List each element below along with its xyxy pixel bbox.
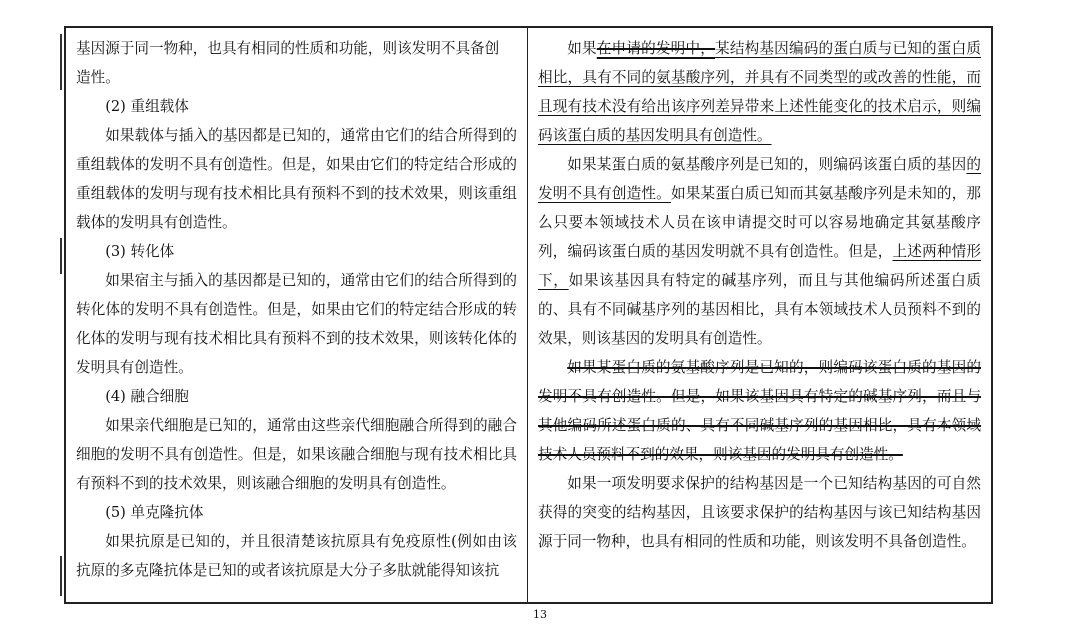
paragraph-transformant: 如果宿主与插入的基因都是已知的，通常由它们的结合所得到的转化体的发明不具有创造性。但是，如果由它们的特定结合形成的转化体的发明与现有技术相比具有预料不到的技术效果，则该转化体的发明具有创造性。 xyxy=(76,272,517,376)
plain-text: 如果 xyxy=(567,40,597,57)
right-column xyxy=(528,28,991,602)
paragraph-known-protein-gene xyxy=(538,150,981,353)
section-heading-monoclonal-antibody: (5) 单克隆抗体 xyxy=(105,504,204,521)
inserted-text: 的发明不具有创造性。 xyxy=(538,156,981,202)
inserted-text: 某结构基因编码的蛋白质与已知的蛋白质相比，具有不同的氨基酸序列，并具有不同类型的或改善的性能，而且现有技术没有给出该序列差异带来上述性能变化的技术启示，则编码该蛋白质的基因发明具有创造性。 xyxy=(538,40,981,144)
continued-line: 基因源于同一物种，也具有相同的性质和功能，则该发明不具备创 xyxy=(76,40,500,57)
paragraph-deleted xyxy=(538,353,981,469)
plain-text: 如果该基因具有特定的碱基序列，而且与其他编码所述蛋白质的、具有不同碱基序列的基因相比，具有本领域技术人员预料不到的效果，则该基因的发明具有创造性。 xyxy=(538,272,981,347)
paragraph-monoclonal-antibody: 如果抗原是已知的，并且很清楚该抗原具有免疫原性(例如由该抗原的多克隆抗体是已知的或者该抗原是大分子多肽就能得知该抗 xyxy=(76,533,517,579)
revision-bar xyxy=(60,556,62,596)
inserted-text: 上述两种情形下， xyxy=(538,243,981,289)
section-heading-transformant: (3) 转化体 xyxy=(105,243,175,260)
paragraph-recombinant-vector: 如果载体与插入的基因都是已知的，通常由它们的结合所得到的重组载体的发明不具有创造性。但是，如果由它们的特定结合形成的重组载体的发明与现有技术相比具有预料不到的技术效果，则该重组载体的发明具有创造性。 xyxy=(76,127,517,231)
section-heading-recombinant-vector: (2) 重组载体 xyxy=(105,98,189,115)
revision-bar xyxy=(60,34,62,90)
paragraph-fusion-cell: 如果亲代细胞是已知的，通常由这些亲代细胞融合所得到的融合细胞的发明不具有创造性。但是，如果该融合细胞与现有技术相比具有预料不到的技术效果，则该融合细胞的发明具有创造性。 xyxy=(76,417,517,492)
deleted-text: 在申请的发明中， xyxy=(596,40,716,57)
paragraph-structural-gene-amended xyxy=(538,34,981,150)
paragraph-mutant-structural-gene: 如果一项发明要求保护的结构基因是一个已知结构基因的可自然获得的突变的结构基因，且该要求保护的结构基因与该已知结构基因源于同一物种，也具有相同的性质和功能，则该发明不具备创造性。 xyxy=(538,475,981,550)
page-number: 13 xyxy=(533,608,547,621)
plain-text: 如果某蛋白质已知而其氨基酸序列是未知的，那么只要本领域技术人员在该申请提交时可以容易地确定其氨基酸序列，编码该蛋白质的基因发明就不具有创造性。但是， xyxy=(538,185,981,260)
section-heading-fusion-cell: (4) 融合细胞 xyxy=(105,388,189,405)
revision-bar xyxy=(60,238,62,274)
deleted-text: 如果某蛋白质的氨基酸序列是已知的，则编码该蛋白质的基因的发明不具有创造性。但是，如果该基因具有特定的碱基序列，而且与其他编码所述蛋白质的、具有不同碱基序列的基因相比，具有本领域技术人员预料不到的效果，则该基因的发明具有创造性。 xyxy=(538,359,981,463)
left-column xyxy=(66,28,528,602)
plain-text: 如果某蛋白质的氨基酸序列是已知的，则编码该蛋白质的基因 xyxy=(567,156,967,173)
comparison-table xyxy=(64,26,993,604)
continued-line: 造性。 xyxy=(76,69,120,86)
continued-text xyxy=(76,34,517,92)
